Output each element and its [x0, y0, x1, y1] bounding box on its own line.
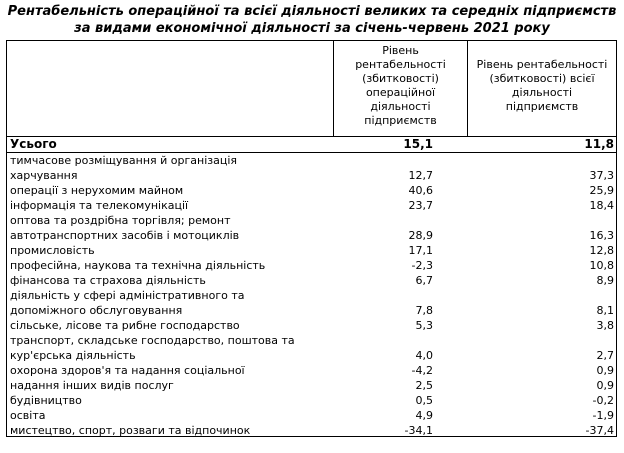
row-operating-value: 12,7: [408, 169, 433, 182]
total-operating-value: 15,1: [403, 137, 433, 151]
row-label: сільське, лісове та рибне господарство: [10, 319, 240, 332]
header-total-profitability: [468, 58, 616, 114]
row-label: мистецтво, спорт, розваги та відпочинок: [10, 424, 251, 437]
row-label: операції з нерухомим майном: [10, 184, 184, 197]
row-operating-value: 2,5: [415, 379, 433, 392]
header-line: Рівень: [382, 44, 419, 57]
row-label: освіта: [10, 409, 46, 422]
row-label: транспорт, складське господарство, поштова та: [10, 334, 295, 347]
row-all-value: 12,8: [589, 244, 614, 257]
row-all-value: 2,7: [596, 349, 614, 362]
row-all-value: 18,4: [589, 199, 614, 212]
row-label: харчування: [10, 169, 78, 182]
row-all-value: 16,3: [589, 229, 614, 242]
row-label: надання інших видів послуг: [10, 379, 174, 392]
header-line: підприємств: [364, 114, 437, 127]
row-all-value: 8,9: [596, 274, 614, 287]
row-all-value: 37,3: [589, 169, 614, 182]
header-line: (збитковості) всієї: [489, 72, 595, 85]
total-divider: [7, 152, 616, 153]
header-line: підприємств: [505, 100, 579, 113]
row-all-value: -37,4: [585, 424, 614, 437]
row-operating-value: 40,6: [408, 184, 433, 197]
row-all-value: 10,8: [589, 259, 614, 272]
row-operating-value: 23,7: [408, 199, 433, 212]
header-line: Рівень рентабельності: [476, 58, 608, 71]
row-operating-value: 6,7: [415, 274, 433, 287]
row-label: охорона здоров'я та надання соціальної: [10, 364, 245, 377]
row-operating-value: -4,2: [411, 364, 433, 377]
row-operating-value: 4,0: [415, 349, 433, 362]
row-label: професійна, наукова та технічна діяльність: [10, 259, 266, 272]
row-all-value: -1,9: [592, 409, 614, 422]
header-divider: [7, 136, 616, 137]
row-label: тимчасове розміщування й організація: [10, 154, 238, 167]
title-line-2: за видами економічної діяльності за січень-червень 2021 року: [74, 21, 550, 36]
row-operating-value: 7,8: [415, 304, 433, 317]
title-line-1: Рентабельність операційної та всієї діяльності великих та середніх підприємств: [7, 4, 617, 19]
row-label: автотранспортних засобів і мотоциклів: [10, 229, 240, 242]
row-label: будівництво: [10, 394, 82, 407]
row-label: кур'єрська діяльність: [10, 349, 136, 362]
row-all-value: 0,9: [596, 364, 614, 377]
row-label: діяльність у сфері адміністративного та: [10, 289, 245, 302]
row-label: інформація та телекомунікації: [10, 199, 189, 212]
row-operating-value: -34,1: [404, 424, 433, 437]
total-all-value: 11,8: [584, 137, 614, 151]
header-operating-profitability: [334, 44, 467, 128]
row-label: фінансова та страхова діяльність: [10, 274, 206, 287]
header-line: діяльності: [370, 100, 431, 113]
row-label: оптова та роздрібна торгівля; ремонт: [10, 214, 231, 227]
row-operating-value: 5,3: [415, 319, 433, 332]
header-line: (збитковості): [362, 72, 439, 85]
row-operating-value: -2,3: [411, 259, 433, 272]
row-all-value: 8,1: [596, 304, 614, 317]
row-operating-value: 0,5: [415, 394, 433, 407]
header-line: діяльності: [511, 86, 573, 99]
row-all-value: -0,2: [592, 394, 614, 407]
total-label: Усього: [10, 137, 57, 151]
row-operating-value: 4,9: [415, 409, 433, 422]
row-all-value: 25,9: [589, 184, 614, 197]
row-operating-value: 28,9: [408, 229, 433, 242]
row-operating-value: 17,1: [408, 244, 433, 257]
row-all-value: 0,9: [596, 379, 614, 392]
row-label: допоміжного обслуговування: [10, 304, 183, 317]
row-label: промисловість: [10, 244, 95, 257]
data-table: [6, 40, 617, 437]
header-line: операційної: [365, 86, 436, 99]
header-line: рентабельності: [355, 58, 446, 71]
row-all-value: 3,8: [596, 319, 614, 332]
